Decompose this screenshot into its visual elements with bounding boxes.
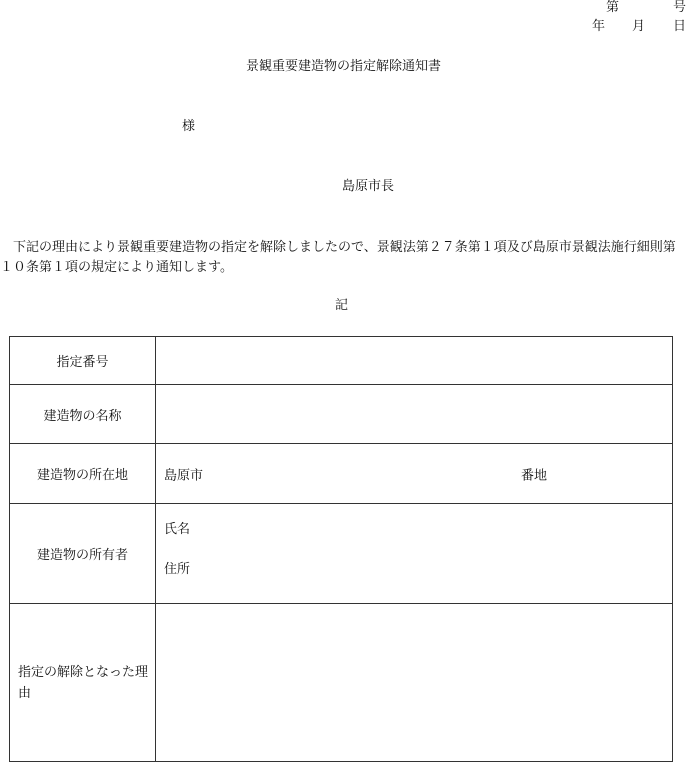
removal-reason-field[interactable] [156, 604, 673, 762]
building-name-label: 建造物の名称 [10, 385, 156, 444]
building-owner-label: 建造物の所有者 [10, 504, 156, 604]
document-number-label: 第 [606, 0, 620, 15]
date-month-label: 月 [632, 19, 646, 34]
location-city-text: 島原市 [164, 468, 204, 483]
table-row [10, 337, 673, 385]
designation-number-label: 指定番号 [10, 337, 156, 385]
table-row [10, 385, 673, 444]
removal-reason-label: 指定の解除となった理由 [10, 604, 156, 762]
owner-address-label: 住所 [164, 562, 191, 577]
ki-heading: 記 [335, 298, 349, 313]
notice-body-text [0, 238, 687, 278]
designation-number-field[interactable] [156, 337, 673, 385]
document-title: 景観重要建造物の指定解除通知書 [245, 59, 441, 74]
notice-body-line-2: １０条第１項の規定により通知します。 [0, 260, 233, 275]
date-day-label: 日 [673, 19, 687, 34]
building-location-label: 建造物の所在地 [10, 444, 156, 504]
recipient-honorific: 様 [182, 119, 196, 134]
table-row [10, 504, 673, 604]
table-row [10, 604, 673, 762]
notice-details-table [9, 336, 673, 762]
date-year-label: 年 [592, 19, 606, 34]
owner-name-label: 氏名 [164, 522, 191, 537]
issuer-name: 島原市長 [342, 179, 395, 194]
location-banchi-text: 番地 [521, 468, 548, 483]
building-location-field[interactable] [156, 444, 673, 504]
document-number-suffix: 号 [673, 0, 687, 15]
notice-body-line-1: 下記の理由により景観重要建造物の指定を解除しましたので、景観法第２７条第１項及び島原市景観法施行細則第 [0, 240, 676, 255]
building-name-field[interactable] [156, 385, 673, 444]
table-row [10, 444, 673, 504]
building-owner-field[interactable] [156, 504, 673, 604]
